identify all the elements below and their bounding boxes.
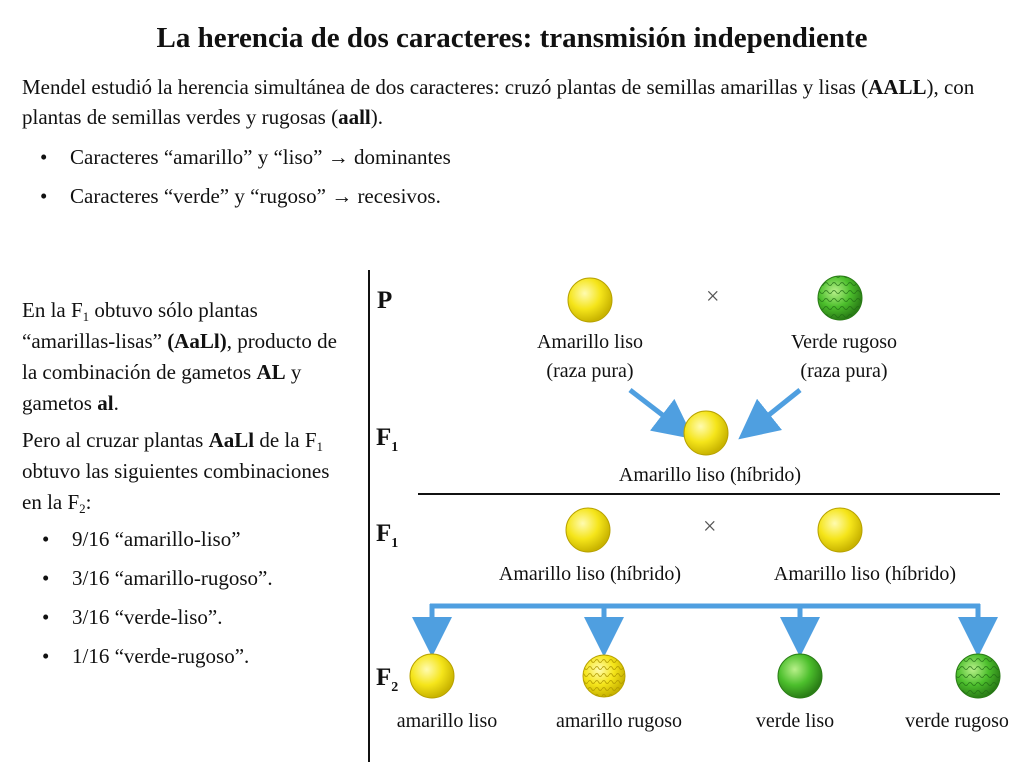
intro-paragraph: Mendel estudió la herencia simultánea de dos caracteres: cruzó plantas de semillas amarillas y lisas (AALL), con plantas de semillas verdes y rugosas (aall). bbox=[22, 75, 975, 129]
label-f2-green-smooth: verde liso bbox=[755, 710, 835, 732]
label-p-left: Amarillo liso (raza pura) bbox=[536, 331, 644, 382]
label-f2-green-wrinkled: verde rugoso bbox=[905, 710, 1009, 732]
label-f2-yellow-wrinkled: amarillo rugoso bbox=[555, 710, 683, 732]
cross-symbol-p: × bbox=[706, 284, 720, 310]
gen-label-f1-top: $F_1$ bbox=[376, 424, 399, 455]
f2-explanation: Pero al cruzar plantas AaLl de la $F_1$ obtuvo las siguientes combinaciones en la $F_2$: bbox=[22, 428, 330, 516]
label-f1-right: Amarillo liso (híbrido) bbox=[773, 563, 957, 585]
seed-p-green-wrinkled bbox=[818, 276, 862, 320]
branch-arrows bbox=[430, 604, 980, 642]
ratio-amarillo-liso: • 9/16 “amarillo-liso” bbox=[42, 524, 352, 563]
seed-f2-green-wrinkled bbox=[956, 654, 1000, 698]
label-f1-left: Amarillo liso (híbrido) bbox=[498, 563, 682, 585]
bullet-dominant: • Caracteres “amarillo” y “liso” → dominantes bbox=[40, 142, 451, 181]
gen-label-f1-bottom: $F_1$ bbox=[376, 520, 399, 551]
ratio-amarillo-rugoso: • 3/16 “amarillo-rugoso”. bbox=[42, 563, 352, 602]
genotype-aall-lower: aall bbox=[338, 105, 371, 129]
seed-f2-yellow-smooth bbox=[410, 654, 454, 698]
gen-label-f2: $F_2$ bbox=[376, 664, 399, 695]
label-f1-hybrid: Amarillo liso (híbrido) bbox=[618, 464, 802, 486]
arrow-p-left bbox=[630, 390, 682, 430]
seed-f1-left bbox=[566, 508, 610, 552]
seed-p-yellow-smooth bbox=[568, 278, 612, 322]
arrow-p-right bbox=[750, 390, 800, 430]
ratio-verde-liso: • 3/16 “verde-liso”. bbox=[42, 602, 352, 641]
page-title: La herencia de dos caracteres: transmisión independiente bbox=[156, 22, 868, 54]
ratio-verde-rugoso: • 1/16 “verde-rugoso”. bbox=[42, 641, 352, 680]
seed-f2-green-smooth bbox=[778, 654, 822, 698]
label-p-right: Verde rugoso (raza pura) bbox=[790, 331, 898, 382]
seed-f2-yellow-wrinkled bbox=[583, 655, 625, 697]
f1-explanation: En la $F_1$ obtuvo sólo plantas “amarillas-lisas” (AaLl), producto de la combinación de gametos AL y gametos al. bbox=[22, 298, 337, 415]
bullet-recessive: • Caracteres “verde” y “rugoso” → recesivos. bbox=[40, 181, 451, 220]
cross-symbol-f1: × bbox=[703, 514, 717, 540]
seed-f1-hybrid bbox=[684, 411, 728, 455]
seed-f1-right bbox=[818, 508, 862, 552]
gen-label-p: P bbox=[377, 287, 393, 314]
genotype-aall-upper: AALL bbox=[868, 75, 927, 99]
label-f2-yellow-smooth: amarillo liso bbox=[396, 710, 498, 732]
